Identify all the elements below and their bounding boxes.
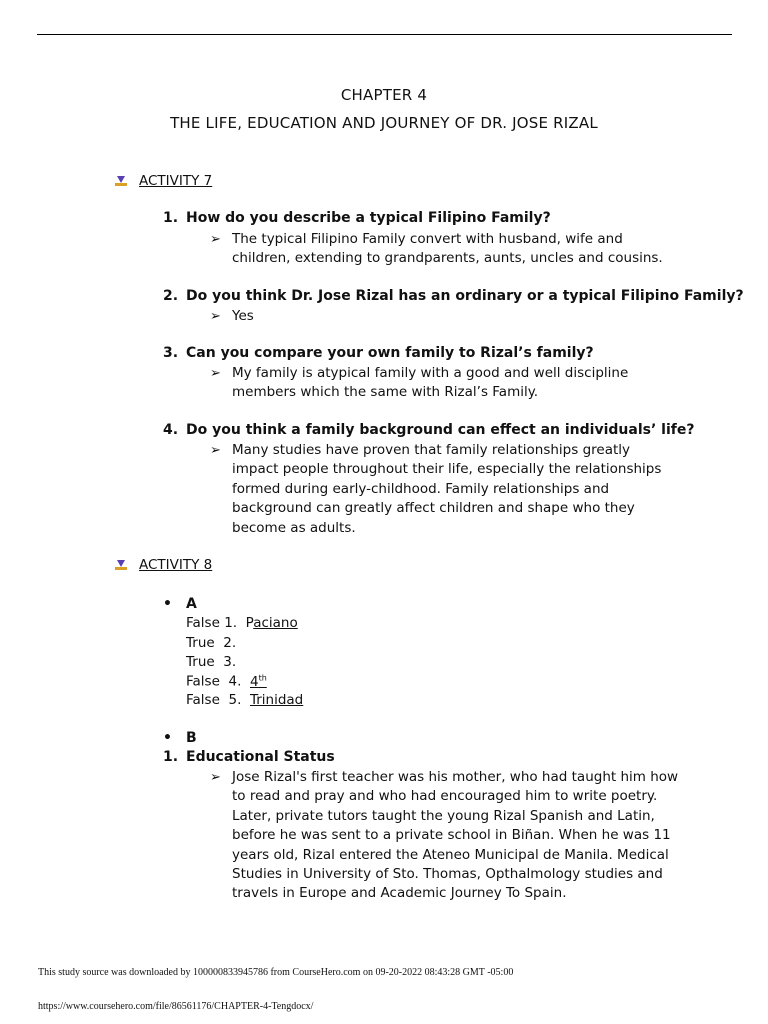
arrowhead-bullet-icon: ➢ [210, 443, 221, 458]
answer-4: ➢ Many studies have proven that family relationships greatly impact people throughout their life, especially the relationships formed during early-childhood. Family relationships and background can greatly affect children and shape who they become as adults. [210, 442, 662, 536]
tf-item-1: False 1. Paciano [186, 615, 298, 631]
question-2: 2. Do you think Dr. Jose Rizal has an ordinary or a typical Filipino Family? [163, 288, 744, 304]
answer-1: ➢ The typical Filipino Family convert with husband, wife and children, extending to grandparents, aunts, uncles and cousins. [210, 231, 663, 267]
activity-8-heading [115, 557, 212, 573]
question-3: 3. Can you compare your own family to Rizal’s family? [163, 345, 594, 361]
bullet-dot-icon: • [163, 730, 172, 746]
arrowhead-bullet-icon: ➢ [210, 232, 221, 247]
answer-3: ➢ My family is atypical family with a good and well discipline members which the same with Rizal’s Family. [210, 365, 629, 401]
chapter-subtitle: THE LIFE, EDUCATION AND JOURNEY OF DR. JOSE RIZAL [170, 114, 598, 132]
part-b-bullet: • B [163, 730, 197, 746]
tf-item-3: True 3. [186, 654, 237, 670]
tf-item-5: False 5. Trinidad [186, 692, 304, 708]
bullet-dot-icon: • [163, 596, 172, 612]
tf-item-2: True 2. [186, 635, 237, 651]
part-a-bullet: • A [163, 596, 197, 612]
activity-7-label: ACTIVITY 7 [139, 173, 213, 189]
part-b-heading: 1. Educational Status [163, 749, 335, 765]
top-rule [37, 34, 732, 35]
arrowhead-bullet-icon: ➢ [210, 366, 221, 381]
arrowhead-bullet-icon: ➢ [210, 770, 221, 785]
question-4: 4. Do you think a family background can effect an individuals’ life? [163, 422, 695, 438]
activity-8-label: ACTIVITY 8 [139, 557, 213, 573]
arrow-bullet-icon [115, 175, 127, 187]
answer-2: ➢ Yes [210, 307, 670, 326]
arrow-bullet-icon [115, 559, 127, 571]
activity-7-heading [115, 173, 212, 189]
chapter-title: CHAPTER 4 [340, 86, 428, 104]
tf-item-4: False 4. 4th [186, 673, 267, 690]
download-notice: This study source was downloaded by 100000833945786 from CourseHero.com on 09-20-2022 08:43:28 GMT -05:00 [38, 967, 514, 978]
arrowhead-bullet-icon: ➢ [210, 309, 221, 324]
question-1: 1. How do you describe a typical Filipino Family? [163, 210, 551, 226]
part-b-answer: ➢ Jose Rizal's first teacher was his mother, who had taught him how to read and pray and who had encouraged him to write poetry. Later, private tutors taught the young Rizal Spanish and Latin, before he was sent to a private school in Biñan. When he was 11 years old, Rizal entered the Ateneo Municipal de Manila. Medical Studies in University of Sto. Thomas, Opthalmology studies and travels in Europe and Academic Journey To Spain. [210, 769, 679, 902]
source-url[interactable]: https://www.coursehero.com/file/86561176/CHAPTER-4-Tengdocx/ [38, 1001, 314, 1012]
